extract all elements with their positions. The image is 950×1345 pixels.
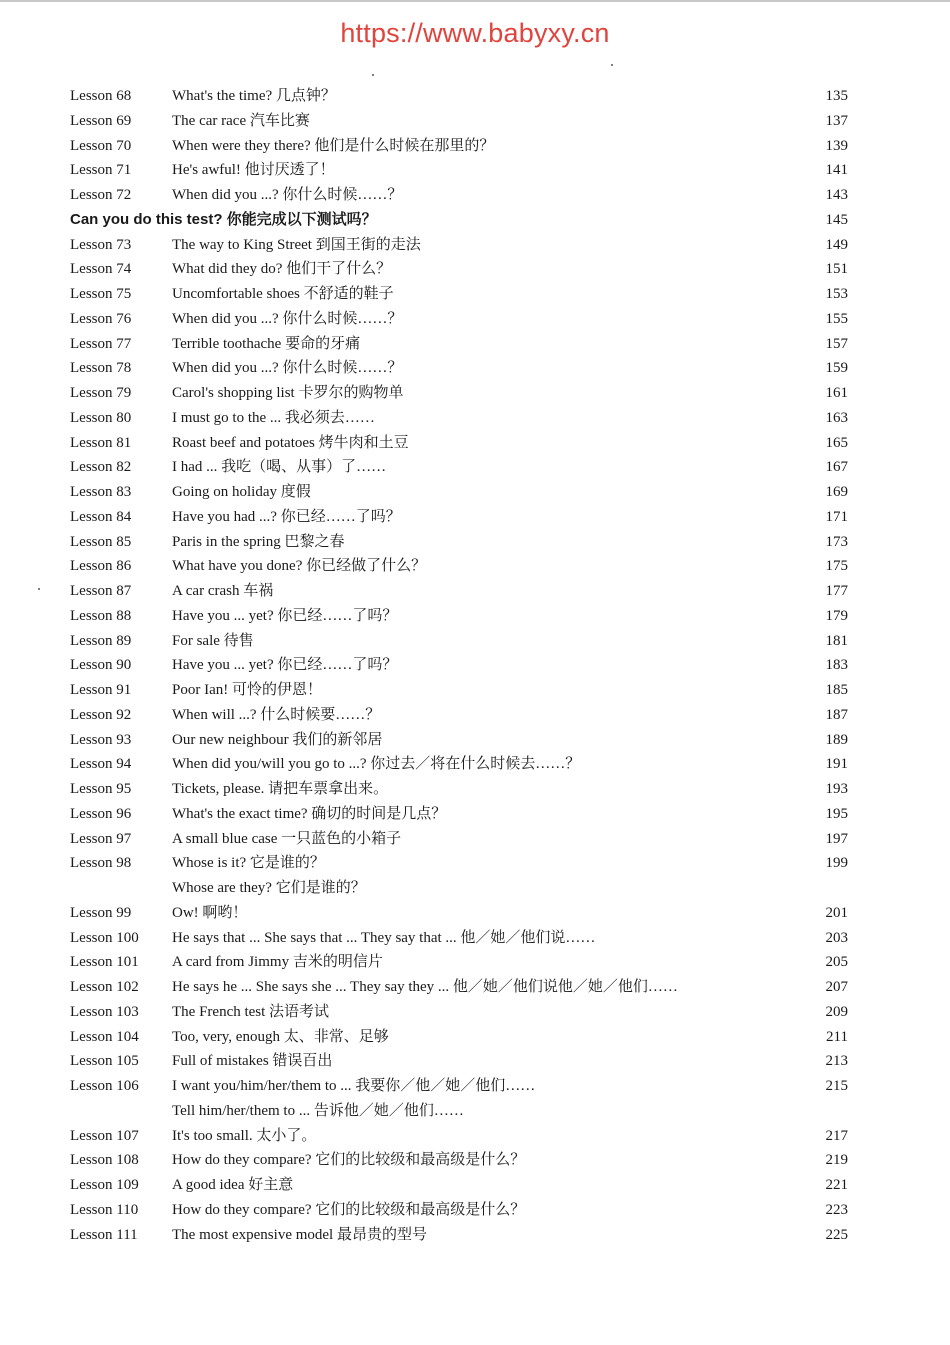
lesson-title: What have you done? 你已经做了什么？ bbox=[172, 558, 427, 575]
scan-speck bbox=[611, 64, 613, 66]
lesson-title: Carol's shopping list 卡罗尔的购物单 bbox=[172, 385, 404, 401]
page-number: 175 bbox=[825, 558, 848, 575]
toc-row bbox=[0, 233, 950, 258]
lesson-number: Lesson 89 bbox=[70, 632, 132, 649]
lesson-title: He says that ... She says that ... They say that ... 他／她／他们说…… bbox=[172, 929, 596, 946]
lesson-number: Lesson 78 bbox=[70, 360, 132, 377]
lesson-title: What's the time? 几点钟？ bbox=[172, 88, 336, 104]
page-number: 141 bbox=[825, 162, 848, 179]
lesson-number: Lesson 84 bbox=[70, 508, 132, 525]
page-number: 157 bbox=[825, 335, 848, 352]
lesson-title: Our new neighbour 我们的新邻居 bbox=[172, 731, 383, 748]
toc-row bbox=[0, 183, 950, 208]
lesson-title: Whose are they? 它们是谁的？ bbox=[172, 880, 366, 896]
toc-row bbox=[0, 158, 950, 183]
test-title: Can you do this test? 你能完成以下测试吗？ bbox=[70, 210, 377, 228]
page-number: 187 bbox=[825, 706, 848, 723]
lesson-number: Lesson 73 bbox=[70, 236, 132, 253]
lesson-number: Lesson 107 bbox=[70, 1127, 139, 1144]
page-number: 173 bbox=[825, 533, 848, 550]
toc-row bbox=[0, 134, 950, 159]
page-number: 135 bbox=[825, 88, 848, 104]
toc-row bbox=[0, 554, 950, 579]
lesson-number: Lesson 100 bbox=[70, 929, 139, 946]
toc-row bbox=[0, 604, 950, 629]
toc-row bbox=[0, 406, 950, 431]
lesson-title: The car race 汽车比赛 bbox=[172, 112, 310, 129]
test-entry bbox=[0, 208, 950, 233]
lesson-title: When did you ...? 你什么时候……？ bbox=[172, 187, 403, 203]
page-number: 209 bbox=[825, 1003, 848, 1020]
scan-speck bbox=[372, 74, 374, 76]
lesson-title: The most expensive model 最昂贵的型号 bbox=[172, 1226, 427, 1243]
toc-row bbox=[0, 777, 950, 802]
page-number: 153 bbox=[825, 286, 848, 302]
toc-row bbox=[0, 455, 950, 480]
page-number: 203 bbox=[825, 929, 848, 946]
lesson-title: Terrible toothache 要命的牙痛 bbox=[172, 335, 361, 352]
toc-row bbox=[0, 1223, 950, 1248]
lesson-title: For sale 待售 bbox=[172, 632, 254, 649]
lesson-title: The French test 法语考试 bbox=[172, 1003, 330, 1020]
toc-row bbox=[0, 332, 950, 357]
lesson-number: Lesson 91 bbox=[70, 682, 132, 698]
lesson-number: Lesson 68 bbox=[70, 88, 132, 104]
lesson-number: Lesson 106 bbox=[70, 1078, 139, 1094]
page-number: 159 bbox=[825, 360, 848, 377]
page-number: 183 bbox=[825, 657, 848, 674]
toc-row bbox=[0, 356, 950, 381]
lesson-title: A card from Jimmy 吉米的明信片 bbox=[172, 954, 383, 971]
toc-row bbox=[0, 1025, 950, 1050]
lesson-number: Lesson 80 bbox=[70, 409, 132, 426]
lesson-title: When did you ...? 你什么时候……？ bbox=[172, 310, 403, 327]
toc-row bbox=[0, 1074, 950, 1099]
top-rule bbox=[0, 0, 950, 2]
lesson-number: Lesson 86 bbox=[70, 558, 132, 575]
toc-row bbox=[0, 282, 950, 307]
lesson-title: I want you/him/her/them to ... 我要你／他／她／他们…… bbox=[172, 1078, 536, 1094]
toc-row bbox=[0, 752, 950, 777]
lesson-number: Lesson 83 bbox=[70, 484, 132, 500]
page-number: 179 bbox=[825, 607, 848, 624]
lesson-title: I must go to the ... 我必须去…… bbox=[172, 409, 375, 426]
lesson-title: Ow! 啊哟！ bbox=[172, 904, 248, 921]
lesson-title: Have you had ...? 你已经……了吗？ bbox=[172, 508, 401, 525]
lesson-number: Lesson 109 bbox=[70, 1177, 139, 1193]
lesson-number: Lesson 87 bbox=[70, 583, 132, 599]
lesson-number: Lesson 110 bbox=[70, 1201, 139, 1218]
lesson-title: When did you ...? 你什么时候……？ bbox=[172, 360, 403, 377]
toc-row bbox=[0, 827, 950, 852]
page-number: 223 bbox=[825, 1201, 848, 1218]
lesson-title: Tell him/her/them to ... 告诉他／她／他们…… bbox=[172, 1102, 464, 1119]
lesson-number: Lesson 105 bbox=[70, 1053, 139, 1070]
toc-row bbox=[0, 975, 950, 1000]
lesson-number: Lesson 99 bbox=[70, 904, 132, 921]
page-number: 169 bbox=[825, 484, 848, 500]
page-number: 193 bbox=[825, 781, 848, 797]
lesson-number: Lesson 79 bbox=[70, 385, 132, 401]
lesson-number: Lesson 111 bbox=[70, 1226, 138, 1243]
lesson-title: Poor Ian! 可怜的伊恩！ bbox=[172, 682, 322, 698]
lesson-title: Whose is it? 它是谁的？ bbox=[172, 855, 325, 872]
page-number: 191 bbox=[825, 756, 848, 773]
lesson-number: Lesson 97 bbox=[70, 830, 132, 847]
page-number: 165 bbox=[825, 434, 848, 451]
lesson-title: Have you ... yet? 你已经……了吗？ bbox=[172, 657, 398, 674]
toc-row bbox=[0, 431, 950, 456]
page-number: 217 bbox=[825, 1127, 848, 1144]
toc-row bbox=[0, 926, 950, 951]
toc-row bbox=[0, 1124, 950, 1149]
toc-row bbox=[0, 678, 950, 703]
lesson-title: Paris in the spring 巴黎之春 bbox=[172, 533, 345, 550]
page-number: 211 bbox=[826, 1028, 848, 1045]
lesson-number: Lesson 76 bbox=[70, 310, 132, 327]
lesson-title: Have you ... yet? 你已经……了吗？ bbox=[172, 607, 398, 624]
lesson-number: Lesson 74 bbox=[70, 261, 132, 278]
page-number: 149 bbox=[825, 236, 848, 253]
lesson-number: Lesson 70 bbox=[70, 137, 132, 154]
page-number: 213 bbox=[825, 1053, 848, 1070]
page-number: 199 bbox=[825, 855, 848, 872]
toc-row bbox=[0, 703, 950, 728]
toc-row bbox=[0, 653, 950, 678]
toc-row bbox=[0, 1099, 950, 1124]
page-number: 195 bbox=[825, 805, 848, 822]
lesson-title: When will ...? 什么时候要……？ bbox=[172, 706, 381, 723]
toc-row bbox=[0, 728, 950, 753]
toc-row bbox=[0, 84, 950, 109]
lesson-number: Lesson 72 bbox=[70, 187, 132, 203]
lesson-number: Lesson 82 bbox=[70, 459, 132, 476]
lesson-title: A car crash 车祸 bbox=[172, 583, 274, 599]
lesson-number: Lesson 75 bbox=[70, 286, 132, 302]
lesson-number: Lesson 90 bbox=[70, 657, 132, 674]
lesson-number: Lesson 77 bbox=[70, 335, 132, 352]
toc-row bbox=[0, 1049, 950, 1074]
page-number: 215 bbox=[825, 1078, 848, 1094]
toc-row bbox=[0, 802, 950, 827]
toc-row bbox=[0, 109, 950, 134]
lesson-number: Lesson 92 bbox=[70, 706, 132, 723]
page-number: 151 bbox=[825, 261, 848, 278]
page-number: 167 bbox=[825, 459, 848, 476]
toc-row bbox=[0, 629, 950, 654]
page-number: 163 bbox=[825, 409, 848, 426]
page-number: 171 bbox=[825, 508, 848, 525]
lesson-number: Lesson 88 bbox=[70, 607, 132, 624]
toc-row bbox=[0, 1148, 950, 1173]
lesson-title: Uncomfortable shoes 不舒适的鞋子 bbox=[172, 286, 394, 302]
lesson-title: Too, very, enough 太、非常、足够 bbox=[172, 1028, 389, 1045]
lesson-number: Lesson 104 bbox=[70, 1028, 139, 1045]
lesson-number: Lesson 85 bbox=[70, 533, 132, 550]
table-of-contents bbox=[0, 84, 950, 1247]
lesson-number: Lesson 71 bbox=[70, 162, 132, 179]
lesson-number: Lesson 103 bbox=[70, 1003, 139, 1020]
toc-row bbox=[0, 480, 950, 505]
page-number: 139 bbox=[825, 137, 848, 154]
page-number: 219 bbox=[825, 1152, 848, 1169]
lesson-number: Lesson 98 bbox=[70, 855, 132, 872]
page-number: 181 bbox=[825, 632, 848, 649]
toc-row bbox=[0, 1173, 950, 1198]
page-number: 205 bbox=[825, 954, 848, 971]
toc-row bbox=[0, 876, 950, 901]
page-number: 143 bbox=[825, 187, 848, 203]
page-number: 137 bbox=[825, 112, 848, 129]
lesson-number: Lesson 69 bbox=[70, 112, 132, 129]
page-number: 207 bbox=[825, 979, 848, 995]
lesson-number: Lesson 108 bbox=[70, 1152, 139, 1169]
page-number: 197 bbox=[825, 830, 848, 847]
lesson-title: When did you/will you go to ...? 你过去／将在什么时候去……？ bbox=[172, 756, 581, 773]
lesson-title: Tickets, please. 请把车票拿出来。 bbox=[172, 781, 389, 797]
toc-row bbox=[0, 1198, 950, 1223]
lesson-title: Roast beef and potatoes 烤牛肉和土豆 bbox=[172, 434, 409, 451]
page-number: 221 bbox=[825, 1177, 848, 1193]
page-number: 161 bbox=[825, 385, 848, 401]
lesson-title: When were they there? 他们是什么时候在那里的？ bbox=[172, 137, 495, 154]
lesson-number: Lesson 81 bbox=[70, 434, 132, 451]
toc-row bbox=[0, 950, 950, 975]
page-number: 177 bbox=[825, 583, 848, 599]
lesson-title: It's too small. 太小了。 bbox=[172, 1127, 317, 1144]
lesson-number: Lesson 93 bbox=[70, 731, 132, 748]
lesson-title: He's awful! 他讨厌透了！ bbox=[172, 162, 335, 179]
page-number: 189 bbox=[825, 731, 848, 748]
lesson-title: What did they do? 他们干了什么？ bbox=[172, 261, 392, 278]
lesson-title: The way to King Street 到国王街的走法 bbox=[172, 236, 421, 253]
lesson-title: Going on holiday 度假 bbox=[172, 484, 311, 500]
lesson-number: Lesson 96 bbox=[70, 805, 132, 822]
lesson-title: Full of mistakes 错误百出 bbox=[172, 1053, 333, 1070]
toc-row bbox=[0, 579, 950, 604]
lesson-title: A small blue case 一只蓝色的小箱子 bbox=[172, 830, 402, 847]
page-number: 185 bbox=[825, 682, 848, 698]
toc-row bbox=[0, 1000, 950, 1025]
toc-row bbox=[0, 530, 950, 555]
toc-row bbox=[0, 381, 950, 406]
lesson-title: I had ... 我吃（喝、从事）了…… bbox=[172, 459, 387, 476]
lesson-number: Lesson 94 bbox=[70, 756, 132, 773]
toc-row bbox=[0, 505, 950, 530]
lesson-title: A good idea 好主意 bbox=[172, 1177, 294, 1193]
page-number: 145 bbox=[825, 211, 848, 228]
page-number: 201 bbox=[825, 904, 848, 921]
lesson-title: How do they compare? 它们的比较级和最高级是什么？ bbox=[172, 1152, 526, 1169]
toc-row bbox=[0, 851, 950, 876]
watermark-url: https://www.babyxy.cn bbox=[340, 18, 610, 48]
lesson-title: How do they compare? 它们的比较级和最高级是什么？ bbox=[172, 1201, 526, 1218]
lesson-number: Lesson 95 bbox=[70, 781, 132, 797]
lesson-title: What's the exact time? 确切的时间是几点？ bbox=[172, 805, 447, 822]
toc-row bbox=[0, 901, 950, 926]
page-number: 155 bbox=[825, 310, 848, 327]
lesson-number: Lesson 101 bbox=[70, 954, 139, 971]
lesson-number: Lesson 102 bbox=[70, 979, 139, 995]
toc-row bbox=[0, 257, 950, 282]
lesson-title: He says he ... She says she ... They say they ... 他／她／他们说他／她／他们…… bbox=[172, 979, 678, 995]
toc-row bbox=[0, 307, 950, 332]
page-number: 225 bbox=[825, 1226, 848, 1243]
